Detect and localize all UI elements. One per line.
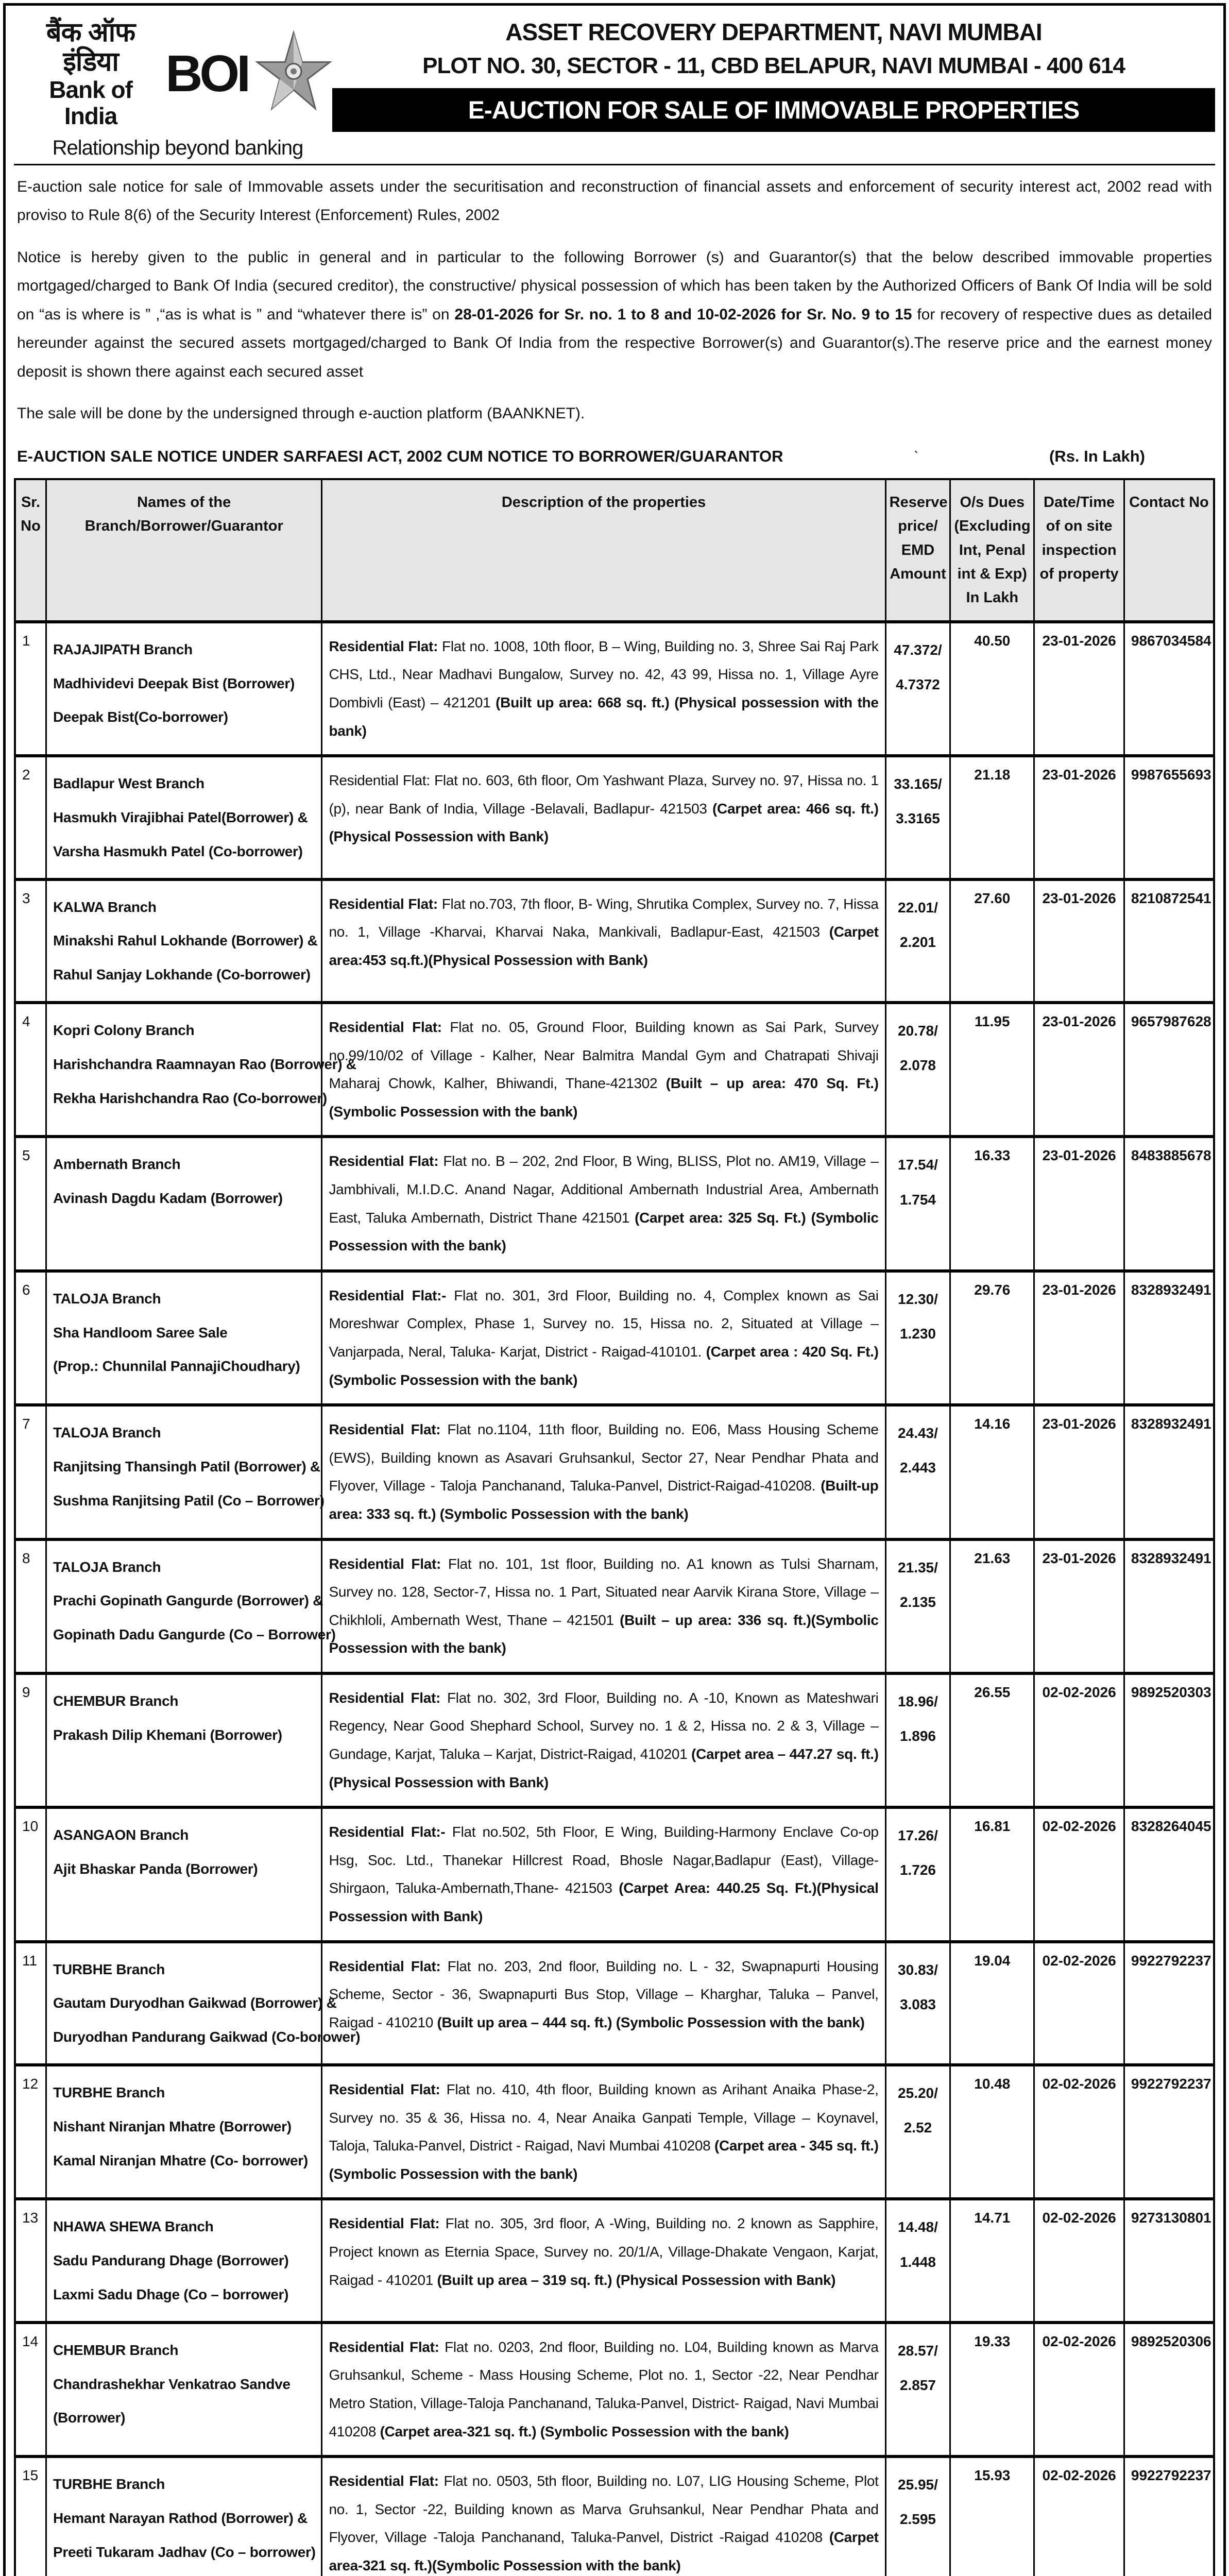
borrower-name-line: Hasmukh Virajibhai Patel(Borrower) & <box>53 809 308 826</box>
property-row-5 <box>15 1137 1214 1270</box>
logo-row <box>23 18 332 129</box>
contact-number: 9892520306 <box>1124 2323 1214 2456</box>
emd-amount: 2.595 <box>899 2511 936 2528</box>
outstanding-dues: 14.16 <box>950 1405 1034 1539</box>
property-description: Residential Flat: Flat no. 1008, 10th floor, B – Wing, Building no. 3, Shree Sai Raj Park CHS, Ltd., Near Madhavi Bungalow, Survey no. 42, 43 99, Hissa no. 1, Village Ayre Dombivli (East) – 421201 (Built up area: 668 sq. ft.) (Physical possession with the bank) <box>322 622 885 756</box>
emd-amount: 2.135 <box>899 1594 936 1610</box>
emd-amount: 2.857 <box>899 2377 936 2393</box>
outstanding-dues: 40.50 <box>950 622 1034 756</box>
boi-star-icon <box>255 30 332 117</box>
inspection-date: 02-02-2026 <box>1034 1673 1124 1807</box>
property-description: Residential Flat: Flat no. 305, 3rd floor, A -Wing, Building no. 2 known as Sapphire, Project known as Eternia Space, Survey no. 20/1/A, Village-Dhakate Vengaon, Karjat, Raigad - 410201 (Built up area – 319 sq. ft.) (Physical Possession with Bank) <box>322 2199 885 2322</box>
property-row-3 <box>15 879 1214 1003</box>
reserve-price: 21.35/ <box>898 1559 938 1575</box>
emd-amount: 1.726 <box>899 1862 936 1878</box>
inspection-date: 02-02-2026 <box>1034 2323 1124 2456</box>
reserve-price: 20.78/ <box>898 1023 938 1039</box>
property-description: Residential Flat: Flat no. 410, 4th floor, Building known as Arihant Anaika Phase-2, Survey no. 35 & 36, Hissa no. 4, Near Anaika Ganpati Temple, Village – Koynavel, Taloja, Taluka-Panvel, District - Raigad, Navi Mumbai 410208 (Carpet area - 345 sq. ft.)(Symbolic Possession with the bank) <box>322 2065 885 2199</box>
table-body <box>15 622 1214 2576</box>
intro-paragraph-2: Notice is hereby given to the public in general and in particular to the following Borrower (s) and Guarantor(s) that the below described immovable properties mortgaged/charged to Bank Of India (secured creditor), the constructive/ physical possession of which has been taken by the Authorized Officers of Bank Of India will be sold on “as is where is ” ,“as is what is ” and “whatever there is” on 28-01-2026 for Sr. no. 1 to 8 and 10-02-2026 for Sr. No. 9 to 15 for recovery of respective dues as detailed hereunder against the secured assets mortgaged/charged to Bank Of India from the respective Borrower(s) and Guarantor(s).The reserve price and the earnest money deposit is shown there against each secured asset <box>17 248 1213 380</box>
serial-number: 4 <box>15 1003 46 1137</box>
borrower-name-line: TALOJA Branch <box>53 1290 161 1307</box>
emd-amount: 2.443 <box>899 1460 936 1476</box>
borrower-name-line: Prachi Gopinath Gangurde (Borrower) & <box>53 1592 323 1609</box>
borrower-name-line: Laxmi Sadu Dhage (Co – borrower) <box>53 2286 289 2302</box>
reserve-emd-cell <box>885 2456 950 2576</box>
property-row-14 <box>15 2323 1214 2456</box>
borrower-name-line: Gopinath Dadu Gangurde (Co – Borrower) <box>53 1626 336 1643</box>
logo-tagline: Relationship beyond banking <box>52 136 303 159</box>
reserve-price: 25.20/ <box>898 2085 938 2102</box>
property-row-7 <box>15 1405 1214 1539</box>
borrower-name-line: RAJAJIPATH Branch <box>53 641 193 657</box>
reserve-emd-cell <box>885 1003 950 1137</box>
emd-amount: 4.7372 <box>896 676 940 693</box>
branch-borrower-cell <box>46 1271 322 1405</box>
property-row-8 <box>15 1539 1214 1673</box>
property-description: Residential Flat: Flat no. 203, 2nd floor, Building no. L - 32, Swapnapurti Housing Scheme, Sector - 36, Swapnapurti Bus Stop, Village – Kharghar, Taluka – Panvel, Raigad - 410210 (Built up area – 444 sq. ft.) (Symbolic Possession with the bank) <box>322 1942 885 2065</box>
property-description: Residential Flat: Flat no.1104, 11th floor, Building no. E06, Mass Housing Scheme (EWS), Building known as Asavari Gruhsankul, Sector 27, Near Pendhar Phata and Flyover, Village - Taloja Panchanand, Taluka-Panvel, District-Raigad-410208. (Built-up area: 333 sq. ft.) (Symbolic Possession with the bank) <box>322 1405 885 1539</box>
property-row-15 <box>15 2456 1214 2576</box>
contact-number: 8210872541 <box>1124 879 1214 1003</box>
contact-number: 9892520303 <box>1124 1673 1214 1807</box>
emd-amount: 1.896 <box>899 1728 936 1744</box>
reserve-emd-cell <box>885 1405 950 1539</box>
stray-mark: ` <box>914 448 919 465</box>
column-header-3: Reserve price/ EMD Amount <box>885 479 950 622</box>
inspection-date: 02-02-2026 <box>1034 1942 1124 2065</box>
logo-hindi-text: बैंक ऑफ इंडिया <box>46 18 135 77</box>
sarfaesi-notice-heading: E-AUCTION SALE NOTICE UNDER SARFAESI ACT, 2002 CUM NOTICE TO BORROWER/GUARANTOR <box>17 447 783 465</box>
borrower-name-line: Sadu Pandurang Dhage (Borrower) <box>53 2252 289 2269</box>
serial-number: 11 <box>15 1942 46 2065</box>
emd-amount: 2.52 <box>903 2120 932 2136</box>
borrower-name-line: TALOJA Branch <box>53 1558 161 1575</box>
outstanding-dues: 16.81 <box>950 1807 1034 1941</box>
column-header-4: O/s Dues (Excluding Int, Penal int & Exp) In Lakh <box>950 479 1034 622</box>
borrower-name-line: Rahul Sanjay Lokhande (Co-borrower) <box>53 967 311 983</box>
property-row-2 <box>15 756 1214 879</box>
reserve-price: 47.372/ <box>894 641 942 658</box>
branch-borrower-cell <box>46 879 322 1003</box>
branch-borrower-cell <box>46 2323 322 2456</box>
reserve-emd-cell <box>885 879 950 1003</box>
branch-borrower-cell <box>46 1807 322 1941</box>
property-row-4 <box>15 1003 1214 1137</box>
branch-borrower-cell <box>46 2065 322 2199</box>
serial-number: 5 <box>15 1137 46 1270</box>
borrower-name-line: Nishant Niranjan Mhatre (Borrower) <box>53 2118 292 2134</box>
serial-number: 2 <box>15 756 46 879</box>
contact-number: 8328932491 <box>1124 1405 1214 1539</box>
contact-number: 9273130801 <box>1124 2199 1214 2322</box>
borrower-name-line: NHAWA SHEWA Branch <box>53 2218 214 2235</box>
reserve-price: 17.26/ <box>898 1827 938 1844</box>
contact-number: 9922792237 <box>1124 2456 1214 2576</box>
column-header-2: Description of the properties <box>322 479 885 622</box>
outstanding-dues: 14.71 <box>950 2199 1034 2322</box>
borrower-name-line: Avinash Dagdu Kadam (Borrower) <box>53 1190 283 1207</box>
inspection-date: 23-01-2026 <box>1034 1539 1124 1673</box>
borrower-name-line: CHEMBUR Branch <box>53 2342 179 2358</box>
property-description: Residential Flat: Flat no. 0503, 5th floor, Building no. L07, LIG Housing Scheme, Plot no. 1, Sector -22, Building known as Marva Gruhsankul, Near Pendhar Phata and Flyover, Village -Taloja Panchanand, Taluka-Panvel, District -Raigad 410208 (Carpet area-321 sq. ft.)(Symbolic Possession with the bank) <box>322 2456 885 2576</box>
branch-borrower-cell <box>46 1942 361 2065</box>
logo-boi-abbr: BOI <box>165 44 248 103</box>
borrower-name-line: Rekha Harishchandra Rao (Co-borrower) <box>53 1090 327 1106</box>
contact-number: 8328932491 <box>1124 1539 1214 1673</box>
inspection-date: 23-01-2026 <box>1034 1137 1124 1270</box>
outstanding-dues: 29.76 <box>950 1271 1034 1405</box>
reserve-emd-cell <box>885 756 950 879</box>
department-address: PLOT NO. 30, SECTOR - 11, CBD BELAPUR, NAVI MUMBAI - 400 614 <box>422 53 1125 78</box>
emd-amount: 2.201 <box>899 934 936 950</box>
reserve-emd-cell <box>885 2199 950 2322</box>
reserve-emd-cell <box>885 1539 950 1673</box>
borrower-name-line: (Prop.: Chunnilal PannajiChoudhary) <box>53 1358 300 1375</box>
reserve-emd-cell <box>885 622 950 756</box>
borrower-name-line: Madhividevi Deepak Bist (Borrower) <box>53 675 295 691</box>
property-row-13 <box>15 2199 1214 2322</box>
intro-paragraph-3: The sale will be done by the undersigned through e-auction platform (BAANKNET). <box>17 405 585 422</box>
branch-borrower-cell <box>46 2199 322 2322</box>
serial-number: 6 <box>15 1271 46 1405</box>
borrower-name-line: Chandrashekhar Venkatrao Sandve <box>53 2376 291 2392</box>
property-description: Residential Flat: Flat no. 101, 1st floor, Building no. A1 known as Tulsi Sharnam, Survey no. 128, Sector-7, Hissa no. 1 Part, Situated near Aarvik Kirana Store, Village – Chikhloli, Ambernath West, Thane – 421501 (Built – up area: 336 sq. ft.)(Symbolic Possession with the bank) <box>322 1539 885 1673</box>
sale-notice-heading-row <box>17 442 1212 471</box>
auction-banner: E-AUCTION FOR SALE OF IMMOVABLE PROPERTIES <box>332 88 1215 132</box>
borrower-name-line: Kopri Colony Branch <box>53 1022 195 1039</box>
branch-borrower-cell <box>46 2456 322 2576</box>
intro-section <box>14 165 1215 471</box>
contact-number: 9867034584 <box>1124 622 1214 756</box>
emd-amount: 3.083 <box>899 1996 936 2012</box>
branch-borrower-cell <box>46 1673 322 1807</box>
intro-paragraph-1: E-auction sale notice for sale of Immovable assets under the securitisation and reconstruction of financial assets and enforcement of security interest act, 2002 read with proviso to Rule 8(6) of the Security Interest (Enforcement) Rules, 2002 <box>17 178 1212 224</box>
outstanding-dues: 16.33 <box>950 1137 1034 1270</box>
property-description: Residential Flat: Flat no.703, 7th floor, B- Wing, Shrutika Complex, Survey no. 7, Hissa no. 1, Village -Kharvai, Kharvai Naka, Mankivali, Badlapur-East, 421503 (Carpet area:453 sq.ft.)(Physical Possession with Bank) <box>322 879 885 1003</box>
reserve-emd-cell <box>885 1137 950 1270</box>
borrower-name-line: Gautam Duryodhan Gaikwad (Borrower) & <box>53 1995 337 2011</box>
reserve-price: 12.30/ <box>898 1291 938 1307</box>
property-description: Residential Flat: Flat no. B – 202, 2nd Floor, B Wing, BLISS, Plot no. AM19, Village – Jambhivali, M.I.D.C. Anand Nagar, Additional Ambernath Industrial Area, Ambernath East, Taluka Ambernath, District Thane 421501 (Carpet area: 325 Sq. Ft.) (Symbolic Possession with the bank) <box>322 1137 885 1270</box>
outstanding-dues: 21.18 <box>950 756 1034 879</box>
outstanding-dues: 21.63 <box>950 1539 1034 1673</box>
rs-in-lakh-label: (Rs. In Lakh) <box>1049 447 1145 465</box>
column-header-5: Date/Time of on site inspection of property <box>1034 479 1124 622</box>
reserve-emd-cell <box>885 1673 950 1807</box>
reserve-price: 30.83/ <box>898 1961 938 1978</box>
reserve-price: 33.165/ <box>894 776 942 792</box>
contact-number: 8483885678 <box>1124 1137 1214 1270</box>
table-header-row <box>15 479 1214 622</box>
serial-number: 9 <box>15 1673 46 1807</box>
borrower-name-line: (Borrower) <box>53 2410 126 2426</box>
property-row-11 <box>15 1942 1214 2065</box>
outstanding-dues: 10.48 <box>950 2065 1034 2199</box>
reserve-emd-cell <box>885 1807 950 1941</box>
emd-amount: 1.448 <box>899 2253 936 2270</box>
property-row-12 <box>15 2065 1214 2199</box>
property-description: Residential Flat: Flat no. 603, 6th floor, Om Yashwant Plaza, Survey no. 97, Hissa no. 1 (p), near Bank of India, Village -Belavali, Badlapur- 421503 (Carpet area: 466 sq. ft.) (Physical Possession with Bank) <box>322 756 885 879</box>
serial-number: 1 <box>15 622 46 756</box>
column-header-1: Names of the Branch/Borrower/Guarantor <box>46 479 322 622</box>
borrower-name-line: Minakshi Rahul Lokhande (Borrower) & <box>53 933 318 949</box>
inspection-date: 02-02-2026 <box>1034 2065 1124 2199</box>
borrower-name-line: Varsha Hasmukh Patel (Co-borrower) <box>53 843 303 859</box>
reserve-emd-cell <box>885 1942 950 2065</box>
serial-number: 7 <box>15 1405 46 1539</box>
outstanding-dues: 19.33 <box>950 2323 1034 2456</box>
borrower-name-line: Badlapur West Branch <box>53 775 204 792</box>
emd-amount: 3.3165 <box>896 810 940 827</box>
branch-borrower-cell <box>46 1405 325 1539</box>
borrower-name-line: TURBHE Branch <box>53 2476 165 2493</box>
header <box>14 6 1215 165</box>
column-header-0: Sr. No <box>15 479 46 622</box>
inspection-date: 02-02-2026 <box>1034 2456 1124 2576</box>
branch-borrower-cell <box>46 756 322 879</box>
emd-amount: 2.078 <box>899 1057 936 1074</box>
contact-number: 8328264045 <box>1124 1807 1214 1941</box>
property-description: Residential Flat:- Flat no. 301, 3rd Floor, Building no. 4, Complex known as Sai Moreshwar Complex, Phase 1, Survey no. 15, Hissa no. 2, Situated at Village – Vanjarpada, Neral, Taluka- Karjat, District - Raigad-410101. (Carpet area : 420 Sq. Ft.)(Symbolic Possession with the bank) <box>322 1271 885 1405</box>
serial-number: 10 <box>15 1807 46 1941</box>
outstanding-dues: 15.93 <box>950 2456 1034 2576</box>
outstanding-dues: 19.04 <box>950 1942 1034 2065</box>
department-title: ASSET RECOVERY DEPARTMENT, NAVI MUMBAI <box>505 19 1042 45</box>
borrower-name-line: Harishchandra Raamnayan Rao (Borrower) & <box>53 1056 356 1072</box>
reserve-price: 14.48/ <box>898 2219 938 2235</box>
borrower-name-line: TURBHE Branch <box>53 1961 165 1977</box>
serial-number: 8 <box>15 1539 46 1673</box>
reserve-price: 18.96/ <box>898 1693 938 1709</box>
reserve-price: 24.43/ <box>898 1425 938 1442</box>
branch-borrower-cell <box>46 1003 356 1137</box>
auction-notice-page <box>3 3 1226 2576</box>
outstanding-dues: 27.60 <box>950 879 1034 1003</box>
inspection-date: 02-02-2026 <box>1034 1807 1124 1941</box>
borrower-name-line: Hemant Narayan Rathod (Borrower) & <box>53 2510 308 2526</box>
inspection-date: 23-01-2026 <box>1034 622 1124 756</box>
property-description: Residential Flat: Flat no. 0203, 2nd floor, Building no. L04, Building known as Marva Gruhsankul, Scheme - Mass Housing Scheme, Plot no. 1, Sector -22, Near Pendhar Metro Station, Village-Taloja Panchanand, Taluka-Panvel, District- Raigad, Navi Mumbai 410208 (Carpet area-321 sq. ft.) (Symbolic Possession with the bank) <box>322 2323 885 2456</box>
property-description: Residential Flat:- Flat no.502, 5th Floor, E Wing, Building-Harmony Enclave Co-op Hsg, Soc. Ltd., Thanekar Hillcrest Road, Bhosle Nagar,Badlapur (East), Village-Shirgaon, Taluka-Ambernath,Thane- 421503 (Carpet Area: 440.25 Sq. Ft.)(Physical Possession with Bank) <box>322 1807 885 1941</box>
borrower-name-line: Ajit Bhaskar Panda (Borrower) <box>53 1861 258 1877</box>
reserve-price: 22.01/ <box>898 899 938 916</box>
reserve-emd-cell <box>885 2323 950 2456</box>
property-row-10 <box>15 1807 1214 1941</box>
contact-number: 9922792237 <box>1124 2065 1214 2199</box>
property-row-6 <box>15 1271 1214 1405</box>
contact-number: 9657987628 <box>1124 1003 1214 1137</box>
inspection-date: 23-01-2026 <box>1034 879 1124 1003</box>
borrower-name-line: TALOJA Branch <box>53 1425 161 1441</box>
emd-amount: 1.754 <box>899 1191 936 1208</box>
borrower-name-line: KALWA Branch <box>53 899 157 915</box>
contact-number: 9922792237 <box>1124 1942 1214 2065</box>
reserve-price: 28.57/ <box>898 2342 938 2359</box>
logo-wordmark <box>23 18 158 129</box>
property-description: Residential Flat: Flat no. 302, 3rd Floor, Building no. A -10, Known as Mateshwari Regency, Near Good Shephard School, Survey no. 1 & 2, Hissa no. 2 & 3, Village – Gundage, Karjat, Taluka – Karjat, District-Raigad, 410201 (Carpet area – 447.27 sq. ft.)(Physical Possession with Bank) <box>322 1673 885 1807</box>
borrower-name-line: Deepak Bist(Co-borrower) <box>53 709 228 725</box>
inspection-date: 23-01-2026 <box>1034 1405 1124 1539</box>
serial-number: 13 <box>15 2199 46 2322</box>
outstanding-dues: 11.95 <box>950 1003 1034 1137</box>
reserve-emd-cell <box>885 2065 950 2199</box>
borrower-name-line: ASANGAON Branch <box>53 1827 189 1843</box>
contact-number: 9987655693 <box>1124 756 1214 879</box>
borrower-name-line: TURBHE Branch <box>53 2084 165 2101</box>
borrower-name-line: CHEMBUR Branch <box>53 1692 179 1709</box>
branch-borrower-cell <box>46 622 322 756</box>
column-header-6: Contact No <box>1124 479 1214 622</box>
borrower-name-line: Prakash Dilip Khemani (Borrower) <box>53 1726 282 1743</box>
table-header <box>15 479 1214 622</box>
borrower-name-line: Duryodhan Pandurang Gaikwad (Co-borower) <box>53 2029 361 2045</box>
reserve-emd-cell <box>885 1271 950 1405</box>
reserve-price: 17.54/ <box>898 1157 938 1173</box>
borrower-name-line: Ranjitsing Thansingh Patil (Borrower) & <box>53 1458 320 1475</box>
property-row-1 <box>15 622 1214 756</box>
inspection-date: 23-01-2026 <box>1034 1003 1124 1137</box>
inspection-date: 23-01-2026 <box>1034 756 1124 879</box>
property-description: Residential Flat: Flat no. 05, Ground Floor, Building known as Sai Park, Survey no.99/10/02 of Village - Kalher, Near Balmitra Mandal Gym and Chatrapati Shivaji Maharaj Chowk, Kalher, Bhiwandi, Thane-421302 (Built – up area: 470 Sq. Ft.) (Symbolic Possession with the bank) <box>322 1003 885 1137</box>
borrower-name-line: Sha Handloom Saree Sale <box>53 1324 228 1341</box>
properties-table <box>14 478 1215 2576</box>
bank-logo <box>14 11 332 164</box>
branch-borrower-cell <box>46 1539 336 1673</box>
reserve-price: 25.95/ <box>898 2477 938 2493</box>
borrower-name-line: Kamal Niranjan Mhatre (Co- borrower) <box>53 2152 308 2168</box>
inspection-date: 02-02-2026 <box>1034 2199 1124 2322</box>
serial-number: 3 <box>15 879 46 1003</box>
borrower-name-line: Preeti Tukaram Jadhav (Co – borrower) <box>53 2544 316 2560</box>
serial-number: 14 <box>15 2323 46 2456</box>
inspection-date: 23-01-2026 <box>1034 1271 1124 1405</box>
contact-number: 8328932491 <box>1124 1271 1214 1405</box>
property-row-9 <box>15 1673 1214 1807</box>
emd-amount: 1.230 <box>899 1325 936 1342</box>
borrower-name-line: Sushma Ranjitsing Patil (Co – Borrower) <box>53 1492 325 1509</box>
borrower-name-line: Ambernath Branch <box>53 1156 181 1173</box>
serial-number: 15 <box>15 2456 46 2576</box>
header-titles <box>332 11 1215 164</box>
branch-borrower-cell <box>46 1137 322 1270</box>
outstanding-dues: 26.55 <box>950 1673 1034 1807</box>
serial-number: 12 <box>15 2065 46 2199</box>
logo-english-text: Bank of India <box>49 76 132 129</box>
